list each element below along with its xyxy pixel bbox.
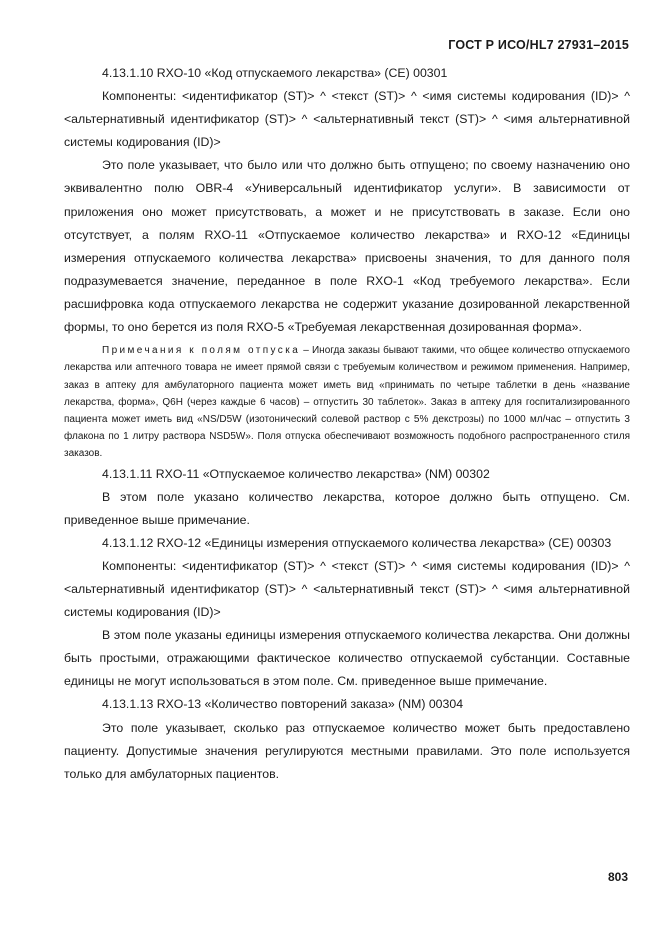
section-heading-rxo-11: 4.13.1.11 RXO-11 «Отпускаемое количество лекарства» (NM) 00302 [102,466,490,481]
standard-header: ГОСТ Р ИСО/HL7 27931–2015 [448,38,629,52]
page-number: 803 [607,870,628,884]
note-label: Примечания к полям отпуска [102,345,301,357]
paragraph-rxo-12: В этом поле указаны единицы измерения отпускаемого количества лекарства. Они должны быть простыми, отражающими фактическое количество отпускаемой субстанции. Составные единицы не могут использоваться в этом поле. См. приведенное выше примечание. [64,628,630,689]
note-text: – Иногда заказы бывают такими, что общее количество отпускаемого лекарства или аптечного товара не имеет прямой связи с требуемым количеством и режимом применения. Например, заказ в аптеку для амбулаторного пациента может иметь вид «принимать по четыре таблетки в день «название лекарства, форма», Q6H (через каждые 6 часов) – отпустить 30 таблеток». Заказ в аптеку для госпитализированного пациента может иметь вид «NS/D5W (изотонический солевой раствор с 5% декстрозы) по 1000 мл/час – отпустить 3 флакона по 1 литру раствора NSD5W». Поля отпуска обеспечивают возможность подобного распространенного стиля заказов. [64,345,630,460]
section-heading-rxo-10: 4.13.1.10 RXO-10 «Код отпускаемого лекарства» (CE) 00301 [102,66,448,80]
components-rxo-10: Компоненты: <идентификатор (ST)> ^ <текст (ST)> ^ <имя системы кодирования (ID)> ^ <альтернативный идентификатор (ST)> ^ <альтернативный текст (ST)> ^ <имя альтернативной системы кодирования (ID)> [64,89,630,150]
document-body [64,62,630,786]
note-dispense-fields [64,342,630,462]
paragraph-rxo-13: Это поле указывает, сколько раз отпускаемое количество может быть предоставлено пациенту. Допустимые значения регулируются местными правилами. Это поле используется только для амбулаторных пациентов. [64,720,630,781]
paragraph-rxo-11: В этом поле указано количество лекарства, которое должно быть отпущено. См. приведенное выше примечание. [64,489,630,527]
section-heading-rxo-12: 4.13.1.12 RXO-12 «Единицы измерения отпускаемого количества лекарства» (CE) 00303 [102,535,612,550]
section-heading-rxo-13: 4.13.1.13 RXO-13 «Количество повторений заказа» (NM) 00304 [102,697,464,712]
paragraph-rxo-10: Это поле указывает, что было или что должно быть отпущено; по своему назначению оно эквивалентно полю OBR-4 «Универсальный идентификатор услуги». В зависимости от приложения оно может присутствовать, а может и не присутствовать в заказе. Если оно отсутствует, а полям RXO-11 «Отпускаемое количество лекарства» и RXO-12 «Единицы измерения отпускаемого количества лекарства» присвоены значения, то для данного поля подразумевается значение, переданное в поле RXO-1 «Код требуемого лекарства». Если расшифровка кода отпускаемого лекарства не содержит указание дозированной лекарственной формы, то оно берется из поля RXO-5 «Требуемая лекарственная дозированная форма». [64,158,630,335]
components-rxo-12: Компоненты: <идентификатор (ST)> ^ <текст (ST)> ^ <имя системы кодирования (ID)> ^ <альтернативный идентификатор (ST)> ^ <альтернативный текст (ST)> ^ <имя альтернативной системы кодирования (ID)> [64,558,630,620]
